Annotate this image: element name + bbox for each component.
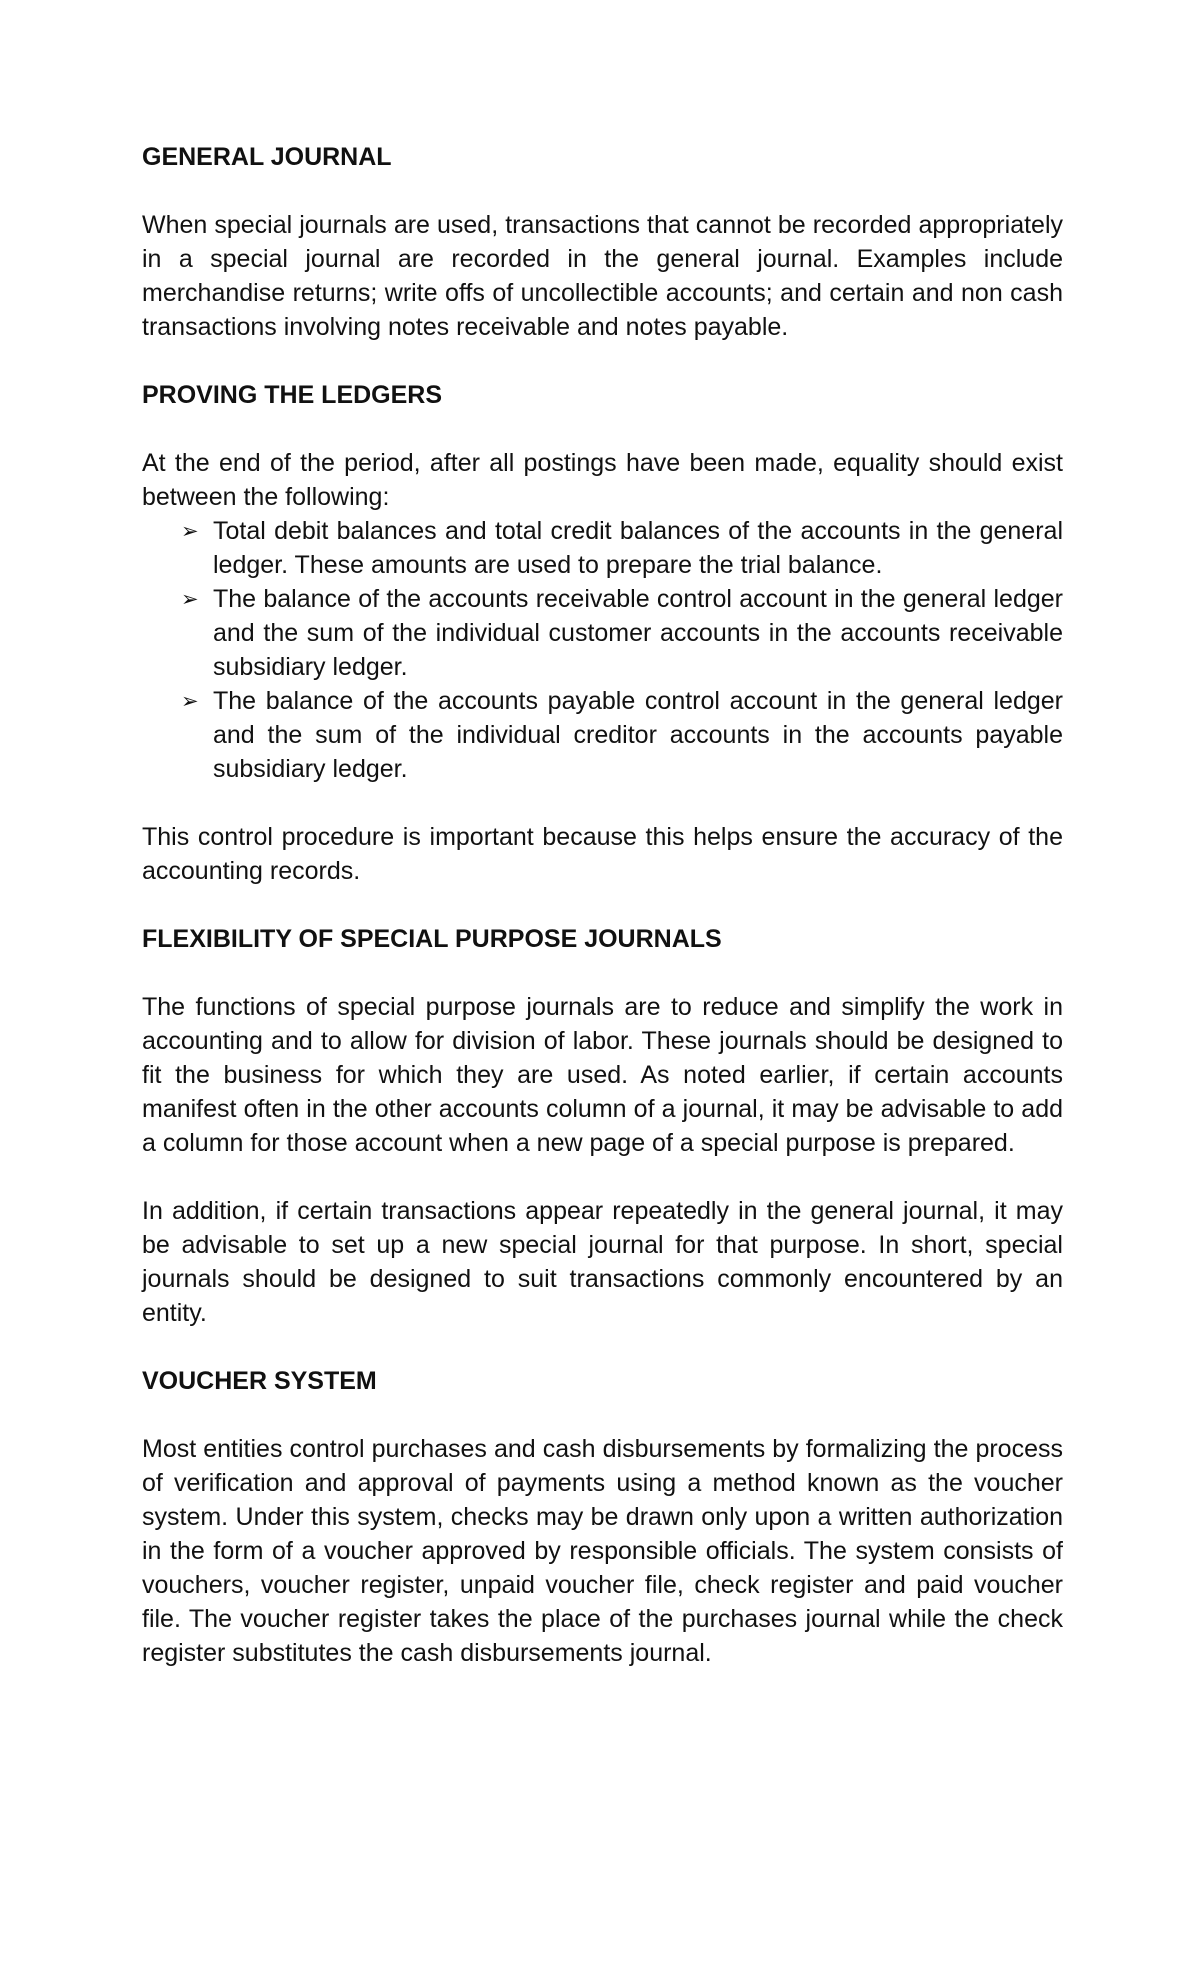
document-page: [142, 140, 1063, 1704]
bullet-item: [181, 684, 1063, 786]
section-general-journal: [142, 140, 1063, 344]
section-paragraph: Most entities control purchases and cash disbursements by formalizing the process of verification and approval of payments using a method known as the voucher system. Under this system, checks may be drawn only upon a written authorization in the form of a voucher approved by responsible officials. The system consists of vouchers, voucher register, unpaid voucher file, check register and paid voucher file. The voucher register takes the place of the purchases journal while the check register substitutes the cash disbursements journal.: [142, 1435, 1063, 1667]
section-heading: GENERAL JOURNAL: [142, 143, 392, 171]
section-flexibility: [142, 922, 1063, 1330]
bullet-text: The balance of the accounts payable control account in the general ledger and the sum of the individual creditor accounts in the accounts payable subsidiary ledger.: [213, 687, 1063, 783]
section-intro: At the end of the period, after all postings have been made, equality should exist between the following:: [142, 449, 1063, 511]
arrowhead-bullet-icon: ➢: [181, 689, 199, 713]
section-heading: VOUCHER SYSTEM: [142, 1367, 377, 1395]
section-paragraph: In addition, if certain transactions appear repeatedly in the general journal, it may be advisable to set up a new special journal for that purpose. In short, special journals should be designed to suit transactions commonly encountered by an entity.: [142, 1197, 1063, 1327]
bullet-list: [142, 514, 1063, 786]
arrowhead-bullet-icon: ➢: [181, 587, 199, 611]
section-proving-the-ledgers: [142, 378, 1063, 888]
bullet-text: Total debit balances and total credit balances of the accounts in the general ledger. These amounts are used to prepare the trial balance.: [213, 517, 1063, 579]
section-paragraph: The functions of special purpose journals are to reduce and simplify the work in accounting and to allow for division of labor. These journals should be designed to fit the business for which they are used. As noted earlier, if certain accounts manifest often in the other accounts column of a journal, it may be advisable to add a column for those account when a new page of a special purpose is prepared.: [142, 993, 1063, 1157]
arrowhead-bullet-icon: ➢: [181, 519, 199, 543]
section-paragraph: When special journals are used, transactions that cannot be recorded appropriately in a special journal are recorded in the general journal. Examples include merchandise returns; write offs of uncollectible accounts; and certain and non cash transactions involving notes receivable and notes payable.: [142, 211, 1063, 341]
section-voucher-system: [142, 1364, 1063, 1670]
section-heading: PROVING THE LEDGERS: [142, 381, 443, 409]
section-closing: This control procedure is important because this helps ensure the accuracy of the accounting records.: [142, 823, 1063, 885]
bullet-text: The balance of the accounts receivable control account in the general ledger and the sum of the individual customer accounts in the accounts receivable subsidiary ledger.: [213, 585, 1063, 681]
section-heading: FLEXIBILITY OF SPECIAL PURPOSE JOURNALS: [142, 925, 722, 953]
bullet-item: [181, 514, 1063, 582]
bullet-item: [181, 582, 1063, 684]
